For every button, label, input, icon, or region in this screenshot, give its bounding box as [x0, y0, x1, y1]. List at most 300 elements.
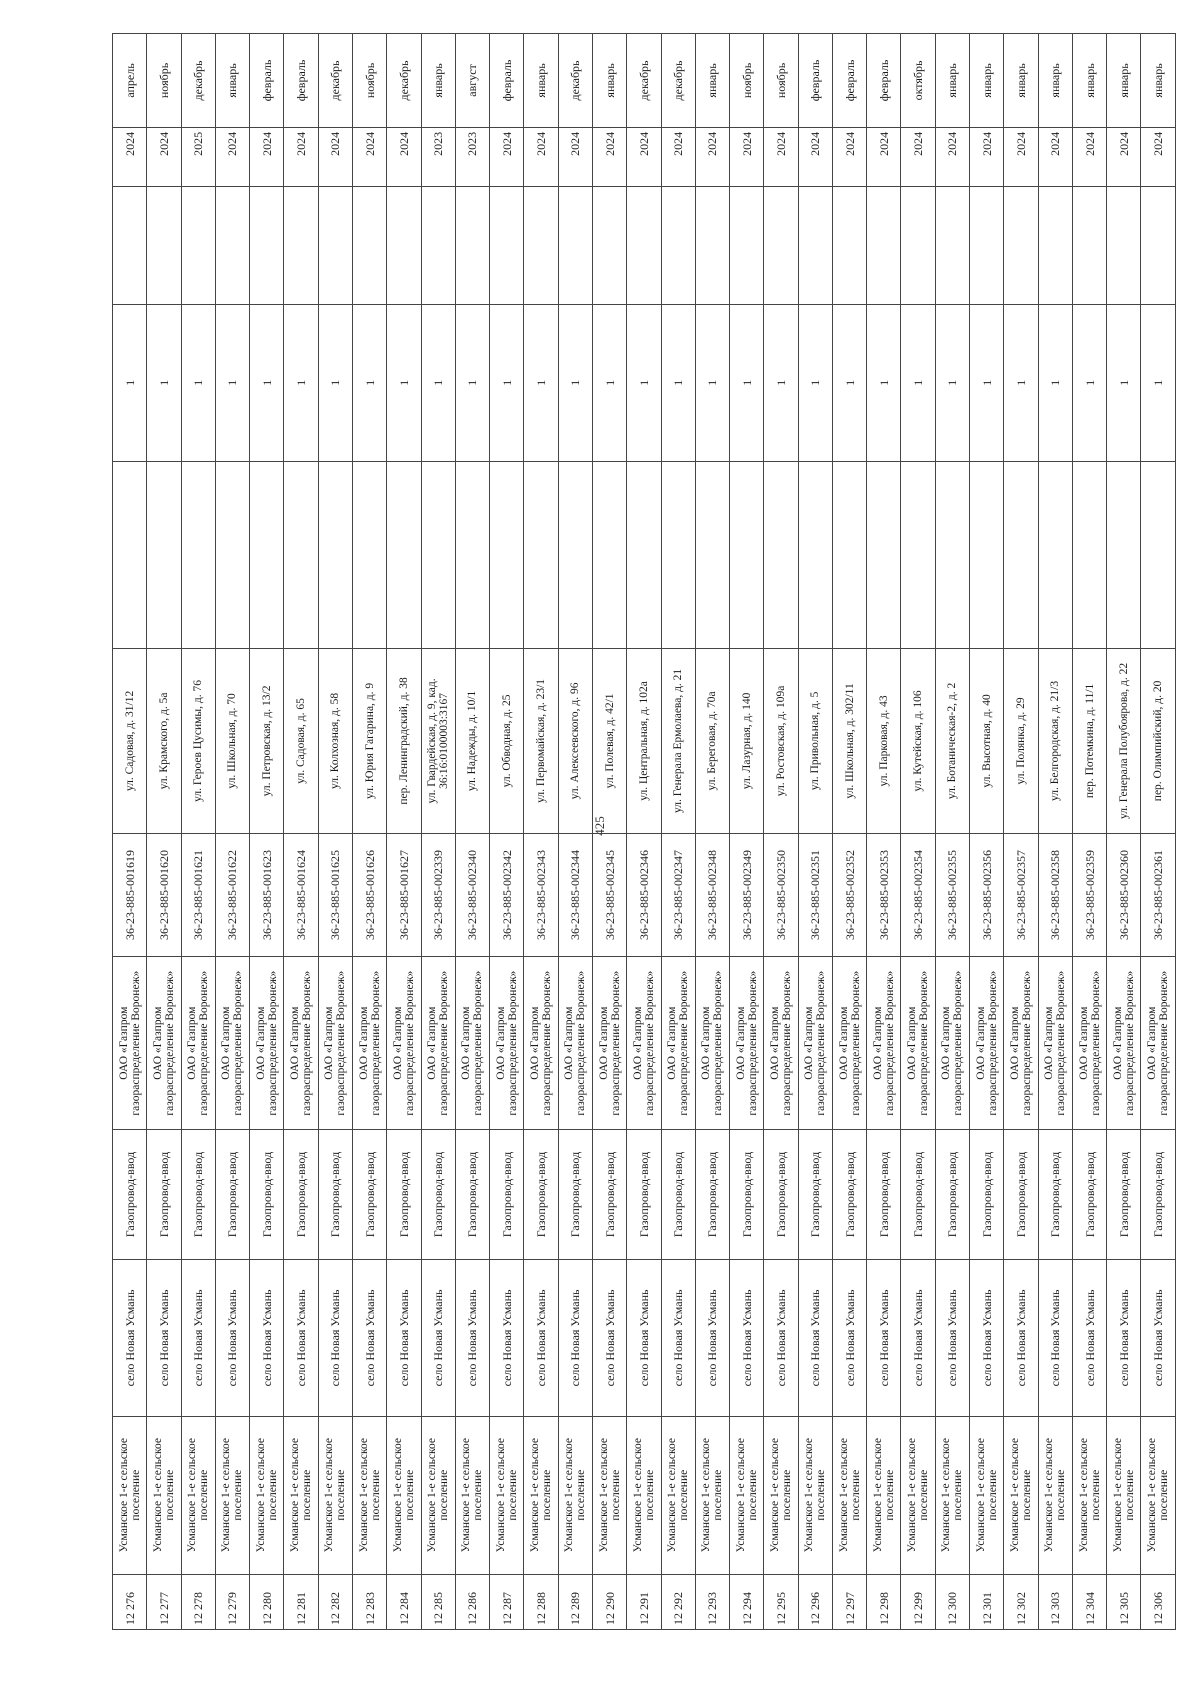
row-number-cell: 12 286 — [455, 1574, 489, 1629]
locality-cell: село Новая Усмань — [421, 1260, 455, 1417]
empty-cell — [1141, 186, 1176, 304]
locality-cell: село Новая Усмань — [284, 1260, 318, 1417]
locality-cell: село Новая Усмань — [661, 1260, 695, 1417]
empty-cell — [832, 461, 866, 649]
month-cell: ноябрь — [764, 34, 798, 128]
table-row — [113, 34, 147, 1630]
quantity-cell: 1 — [284, 304, 318, 461]
empty-cell — [695, 461, 729, 649]
object-type-cell: Газопровод-ввод — [1107, 1130, 1141, 1260]
quantity-cell: 1 — [592, 304, 626, 461]
row-number-cell: 12 296 — [798, 1574, 832, 1629]
empty-cell — [867, 461, 901, 649]
object-type-cell: Газопровод-ввод — [524, 1130, 558, 1260]
empty-cell — [592, 461, 626, 649]
row-number-cell: 12 282 — [318, 1574, 352, 1629]
empty-cell — [798, 461, 832, 649]
table-row — [970, 34, 1004, 1630]
object-code-cell: 36-23-885-001625 — [318, 833, 352, 957]
locality-cell: село Новая Усмань — [524, 1260, 558, 1417]
year-cell: 2024 — [1004, 127, 1038, 186]
empty-cell — [832, 186, 866, 304]
locality-cell: село Новая Усмань — [970, 1260, 1004, 1417]
address-cell: ул. Школьная, д. 302/11 — [832, 649, 866, 833]
organization-cell: ОАО «Газпром газораспределение Воронеж» — [147, 957, 181, 1130]
quantity-cell: 1 — [695, 304, 729, 461]
row-number-cell: 12 305 — [1107, 1574, 1141, 1629]
row-number-cell: 12 278 — [181, 1574, 215, 1629]
table-row — [695, 34, 729, 1630]
quantity-cell: 1 — [455, 304, 489, 461]
row-number-cell: 12 300 — [935, 1574, 969, 1629]
organization-cell: ОАО «Газпром газораспределение Воронеж» — [558, 957, 592, 1130]
year-cell: 2024 — [1038, 127, 1072, 186]
empty-cell — [181, 186, 215, 304]
address-cell: ул. Ростовская, д. 109а — [764, 649, 798, 833]
month-cell: февраль — [490, 34, 524, 128]
object-code-cell: 36-23-885-002350 — [764, 833, 798, 957]
organization-cell: ОАО «Газпром газораспределение Воронеж» — [832, 957, 866, 1130]
locality-cell: село Новая Усмань — [352, 1260, 386, 1417]
quantity-cell: 1 — [147, 304, 181, 461]
locality-cell: село Новая Усмань — [935, 1260, 969, 1417]
table-row — [215, 34, 249, 1630]
organization-cell: ОАО «Газпром газораспределение Воронеж» — [695, 957, 729, 1130]
object-type-cell: Газопровод-ввод — [181, 1130, 215, 1260]
empty-cell — [764, 461, 798, 649]
rotated-table-container — [112, 33, 1176, 1630]
empty-cell — [147, 461, 181, 649]
empty-cell — [250, 186, 284, 304]
quantity-cell: 1 — [113, 304, 147, 461]
object-type-cell: Газопровод-ввод — [1038, 1130, 1072, 1260]
empty-cell — [1072, 186, 1106, 304]
table-row — [558, 34, 592, 1630]
object-type-cell: Газопровод-ввод — [695, 1130, 729, 1260]
settlement-cell: Усманское 1-е сельское поселение — [352, 1416, 386, 1574]
locality-cell: село Новая Усмань — [867, 1260, 901, 1417]
locality-cell: село Новая Усмань — [181, 1260, 215, 1417]
registry-table — [112, 33, 1176, 1630]
settlement-cell: Усманское 1-е сельское поселение — [970, 1416, 1004, 1574]
quantity-cell: 1 — [1004, 304, 1038, 461]
year-cell: 2023 — [421, 127, 455, 186]
quantity-cell: 1 — [490, 304, 524, 461]
empty-cell — [1038, 461, 1072, 649]
address-cell: ул. Алексеевского, д. 96 — [558, 649, 592, 833]
empty-cell — [1038, 186, 1072, 304]
year-cell: 2024 — [798, 127, 832, 186]
object-code-cell: 36-23-885-002360 — [1107, 833, 1141, 957]
organization-cell: ОАО «Газпром газораспределение Воронеж» — [592, 957, 626, 1130]
table-row — [1038, 34, 1072, 1630]
object-code-cell: 36-23-885-002343 — [524, 833, 558, 957]
year-cell: 2024 — [970, 127, 1004, 186]
object-code-cell: 36-23-885-002340 — [455, 833, 489, 957]
empty-cell — [387, 186, 421, 304]
object-code-cell: 36-23-885-002357 — [1004, 833, 1038, 957]
row-number-cell: 12 292 — [661, 1574, 695, 1629]
empty-cell — [421, 186, 455, 304]
object-type-cell: Газопровод-ввод — [867, 1130, 901, 1260]
row-number-cell: 12 302 — [1004, 1574, 1038, 1629]
address-cell: ул. Береговая, д. 70а — [695, 649, 729, 833]
quantity-cell: 1 — [387, 304, 421, 461]
settlement-cell: Усманское 1-е сельское поселение — [421, 1416, 455, 1574]
empty-cell — [901, 186, 935, 304]
settlement-cell: Усманское 1-е сельское поселение — [592, 1416, 626, 1574]
organization-cell: ОАО «Газпром газораспределение Воронеж» — [730, 957, 764, 1130]
object-code-cell: 36-23-885-001624 — [284, 833, 318, 957]
object-code-cell: 36-23-885-001621 — [181, 833, 215, 957]
table-row — [524, 34, 558, 1630]
empty-cell — [147, 186, 181, 304]
locality-cell: село Новая Усмань — [318, 1260, 352, 1417]
object-type-cell: Газопровод-ввод — [387, 1130, 421, 1260]
table-row — [421, 34, 455, 1630]
organization-cell: ОАО «Газпром газораспределение Воронеж» — [387, 957, 421, 1130]
month-cell: январь — [1107, 34, 1141, 128]
organization-cell: ОАО «Газпром газораспределение Воронеж» — [901, 957, 935, 1130]
address-cell: ул. Надежды, д. 10/1 — [455, 649, 489, 833]
month-cell: декабрь — [387, 34, 421, 128]
month-cell: январь — [1004, 34, 1038, 128]
row-number-cell: 12 301 — [970, 1574, 1004, 1629]
quantity-cell: 1 — [215, 304, 249, 461]
year-cell: 2024 — [1072, 127, 1106, 186]
empty-cell — [592, 186, 626, 304]
locality-cell: село Новая Усмань — [764, 1260, 798, 1417]
year-cell: 2024 — [935, 127, 969, 186]
month-cell: декабрь — [661, 34, 695, 128]
empty-cell — [250, 461, 284, 649]
row-number-cell: 12 279 — [215, 1574, 249, 1629]
settlement-cell: Усманское 1-е сельское поселение — [250, 1416, 284, 1574]
address-cell: ул. Высотная, д. 40 — [970, 649, 1004, 833]
object-code-cell: 36-23-885-001620 — [147, 833, 181, 957]
locality-cell: село Новая Усмань — [147, 1260, 181, 1417]
organization-cell: ОАО «Газпром газораспределение Воронеж» — [524, 957, 558, 1130]
empty-cell — [935, 186, 969, 304]
organization-cell: ОАО «Газпром газораспределение Воронеж» — [284, 957, 318, 1130]
month-cell: февраль — [798, 34, 832, 128]
settlement-cell: Усманское 1-е сельское поселение — [147, 1416, 181, 1574]
settlement-cell: Усманское 1-е сельское поселение — [524, 1416, 558, 1574]
object-type-cell: Газопровод-ввод — [798, 1130, 832, 1260]
settlement-cell: Усманское 1-е сельское поселение — [113, 1416, 147, 1574]
year-cell: 2024 — [1107, 127, 1141, 186]
address-cell: пер. Олимпийский, д. 20 — [1141, 649, 1176, 833]
month-cell: январь — [695, 34, 729, 128]
object-type-cell: Газопровод-ввод — [730, 1130, 764, 1260]
row-number-cell: 12 281 — [284, 1574, 318, 1629]
empty-cell — [970, 461, 1004, 649]
object-type-cell: Газопровод-ввод — [764, 1130, 798, 1260]
year-cell: 2024 — [901, 127, 935, 186]
organization-cell: ОАО «Газпром газораспределение Воронеж» — [867, 957, 901, 1130]
year-cell: 2024 — [832, 127, 866, 186]
row-number-cell: 12 277 — [147, 1574, 181, 1629]
empty-cell — [113, 461, 147, 649]
object-type-cell: Газопровод-ввод — [935, 1130, 969, 1260]
empty-cell — [284, 461, 318, 649]
address-cell: ул. Ботаническая-2, д. 2 — [935, 649, 969, 833]
object-code-cell: 36-23-885-002353 — [867, 833, 901, 957]
month-cell: январь — [592, 34, 626, 128]
quantity-cell: 1 — [421, 304, 455, 461]
month-cell: август — [455, 34, 489, 128]
locality-cell: село Новая Усмань — [1038, 1260, 1072, 1417]
settlement-cell: Усманское 1-е сельское поселение — [627, 1416, 661, 1574]
row-number-cell: 12 276 — [113, 1574, 147, 1629]
empty-cell — [798, 186, 832, 304]
month-cell: январь — [1141, 34, 1176, 128]
object-code-cell: 36-23-885-002354 — [901, 833, 935, 957]
organization-cell: ОАО «Газпром газораспределение Воронеж» — [181, 957, 215, 1130]
locality-cell: село Новая Усмань — [1107, 1260, 1141, 1417]
month-cell: январь — [1038, 34, 1072, 128]
table-row — [627, 34, 661, 1630]
address-cell: ул. Героев Цусимы, д. 76 — [181, 649, 215, 833]
table-row — [832, 34, 866, 1630]
quantity-cell: 1 — [352, 304, 386, 461]
organization-cell: ОАО «Газпром газораспределение Воронеж» — [215, 957, 249, 1130]
settlement-cell: Усманское 1-е сельское поселение — [455, 1416, 489, 1574]
year-cell: 2024 — [147, 127, 181, 186]
settlement-cell: Усманское 1-е сельское поселение — [695, 1416, 729, 1574]
year-cell: 2024 — [730, 127, 764, 186]
settlement-cell: Усманское 1-е сельское поселение — [387, 1416, 421, 1574]
table-row — [284, 34, 318, 1630]
address-cell: ул. Генерала Ермолаева, д. 21 — [661, 649, 695, 833]
settlement-cell: Усманское 1-е сельское поселение — [1072, 1416, 1106, 1574]
table-row — [867, 34, 901, 1630]
object-code-cell: 36-23-885-002349 — [730, 833, 764, 957]
quantity-cell: 1 — [867, 304, 901, 461]
year-cell: 2023 — [455, 127, 489, 186]
organization-cell: ОАО «Газпром газораспределение Воронеж» — [1038, 957, 1072, 1130]
month-cell: февраль — [250, 34, 284, 128]
locality-cell: село Новая Усмань — [113, 1260, 147, 1417]
object-code-cell: 36-23-885-001627 — [387, 833, 421, 957]
month-cell: декабрь — [558, 34, 592, 128]
quantity-cell: 1 — [181, 304, 215, 461]
address-cell: ул. Колхозная, д. 58 — [318, 649, 352, 833]
object-type-cell: Газопровод-ввод — [215, 1130, 249, 1260]
row-number-cell: 12 297 — [832, 1574, 866, 1629]
month-cell: январь — [421, 34, 455, 128]
quantity-cell: 1 — [627, 304, 661, 461]
year-cell: 2024 — [867, 127, 901, 186]
row-number-cell: 12 298 — [867, 1574, 901, 1629]
object-type-cell: Газопровод-ввод — [284, 1130, 318, 1260]
settlement-cell: Усманское 1-е сельское поселение — [1038, 1416, 1072, 1574]
month-cell: ноябрь — [147, 34, 181, 128]
settlement-cell: Усманское 1-е сельское поселение — [798, 1416, 832, 1574]
row-number-cell: 12 294 — [730, 1574, 764, 1629]
object-type-cell: Газопровод-ввод — [1141, 1130, 1176, 1260]
object-type-cell: Газопровод-ввод — [1004, 1130, 1038, 1260]
quantity-cell: 1 — [1038, 304, 1072, 461]
month-cell: ноябрь — [730, 34, 764, 128]
quantity-cell: 1 — [935, 304, 969, 461]
row-number-cell: 12 287 — [490, 1574, 524, 1629]
year-cell: 2024 — [695, 127, 729, 186]
settlement-cell: Усманское 1-е сельское поселение — [215, 1416, 249, 1574]
row-number-cell: 12 288 — [524, 1574, 558, 1629]
object-code-cell: 36-23-885-002342 — [490, 833, 524, 957]
object-code-cell: 36-23-885-002361 — [1141, 833, 1176, 957]
empty-cell — [1004, 186, 1038, 304]
row-number-cell: 12 293 — [695, 1574, 729, 1629]
empty-cell — [627, 461, 661, 649]
object-code-cell: 36-23-885-002345 — [592, 833, 626, 957]
settlement-cell: Усманское 1-е сельское поселение — [1107, 1416, 1141, 1574]
year-cell: 2024 — [1141, 127, 1176, 186]
year-cell: 2024 — [661, 127, 695, 186]
table-row — [1072, 34, 1106, 1630]
locality-cell: село Новая Усмань — [250, 1260, 284, 1417]
table-row — [250, 34, 284, 1630]
table-row — [490, 34, 524, 1630]
table-body — [113, 34, 1176, 1630]
month-cell: февраль — [284, 34, 318, 128]
month-cell: февраль — [832, 34, 866, 128]
settlement-cell: Усманское 1-е сельское поселение — [490, 1416, 524, 1574]
row-number-cell: 12 295 — [764, 1574, 798, 1629]
empty-cell — [1141, 461, 1176, 649]
object-type-cell: Газопровод-ввод — [113, 1130, 147, 1260]
row-number-cell: 12 304 — [1072, 1574, 1106, 1629]
locality-cell: село Новая Усмань — [627, 1260, 661, 1417]
year-cell: 2024 — [764, 127, 798, 186]
table-row — [764, 34, 798, 1630]
object-code-cell: 36-23-885-001619 — [113, 833, 147, 957]
table-row — [318, 34, 352, 1630]
empty-cell — [661, 461, 695, 649]
address-cell: ул. Первомайская, д. 23/1 — [524, 649, 558, 833]
object-type-cell: Газопровод-ввод — [832, 1130, 866, 1260]
empty-cell — [387, 461, 421, 649]
settlement-cell: Усманское 1-е сельское поселение — [661, 1416, 695, 1574]
month-cell: январь — [935, 34, 969, 128]
row-number-cell: 12 291 — [627, 1574, 661, 1629]
month-cell: декабрь — [181, 34, 215, 128]
year-cell: 2024 — [352, 127, 386, 186]
quantity-cell: 1 — [970, 304, 1004, 461]
row-number-cell: 12 306 — [1141, 1574, 1176, 1629]
address-cell: ул. Гвардейская, д. 9, кад. 36:16:0100003:3167 — [421, 649, 455, 833]
object-code-cell: 36-23-885-002346 — [627, 833, 661, 957]
month-cell: январь — [215, 34, 249, 128]
quantity-cell: 1 — [901, 304, 935, 461]
settlement-cell: Усманское 1-е сельское поселение — [901, 1416, 935, 1574]
object-type-cell: Газопровод-ввод — [490, 1130, 524, 1260]
locality-cell: село Новая Усмань — [901, 1260, 935, 1417]
row-number-cell: 12 289 — [558, 1574, 592, 1629]
quantity-cell: 1 — [764, 304, 798, 461]
object-code-cell: 36-23-885-001623 — [250, 833, 284, 957]
organization-cell: ОАО «Газпром газораспределение Воронеж» — [627, 957, 661, 1130]
quantity-cell: 1 — [250, 304, 284, 461]
year-cell: 2024 — [215, 127, 249, 186]
row-number-cell: 12 284 — [387, 1574, 421, 1629]
quantity-cell: 1 — [730, 304, 764, 461]
quantity-cell: 1 — [524, 304, 558, 461]
empty-cell — [867, 186, 901, 304]
settlement-cell: Усманское 1-е сельское поселение — [1004, 1416, 1038, 1574]
object-type-cell: Газопровод-ввод — [250, 1130, 284, 1260]
object-type-cell: Газопровод-ввод — [627, 1130, 661, 1260]
address-cell: ул. Садовая, д. 31/12 — [113, 649, 147, 833]
empty-cell — [558, 461, 592, 649]
object-code-cell: 36-23-885-002356 — [970, 833, 1004, 957]
empty-cell — [558, 186, 592, 304]
address-cell: ул. Лазурная, д. 140 — [730, 649, 764, 833]
organization-cell: ОАО «Газпром газораспределение Воронеж» — [421, 957, 455, 1130]
quantity-cell: 1 — [661, 304, 695, 461]
address-cell: ул. Петровская, д. 13/2 — [250, 649, 284, 833]
table-row — [387, 34, 421, 1630]
locality-cell: село Новая Усмань — [387, 1260, 421, 1417]
address-cell: ул. Генерала Полубоярова, д. 22 — [1107, 649, 1141, 833]
object-type-cell: Газопровод-ввод — [558, 1130, 592, 1260]
row-number-cell: 12 303 — [1038, 1574, 1072, 1629]
settlement-cell: Усманское 1-е сельское поселение — [181, 1416, 215, 1574]
year-cell: 2024 — [318, 127, 352, 186]
table-row — [661, 34, 695, 1630]
object-code-cell: 36-23-885-002347 — [661, 833, 695, 957]
year-cell: 2024 — [250, 127, 284, 186]
month-cell: февраль — [867, 34, 901, 128]
quantity-cell: 1 — [1141, 304, 1176, 461]
quantity-cell: 1 — [832, 304, 866, 461]
empty-cell — [215, 461, 249, 649]
quantity-cell: 1 — [1072, 304, 1106, 461]
month-cell: январь — [524, 34, 558, 128]
locality-cell: село Новая Усмань — [455, 1260, 489, 1417]
organization-cell: ОАО «Газпром газораспределение Воронеж» — [764, 957, 798, 1130]
address-cell: ул. Полянка, д. 29 — [1004, 649, 1038, 833]
address-cell: ул. Центральная, д. 102а — [627, 649, 661, 833]
quantity-cell: 1 — [318, 304, 352, 461]
empty-cell — [764, 186, 798, 304]
settlement-cell: Усманское 1-е сельское поселение — [867, 1416, 901, 1574]
address-cell: ул. Обводная, д. 25 — [490, 649, 524, 833]
organization-cell: ОАО «Газпром газораспределение Воронеж» — [455, 957, 489, 1130]
year-cell: 2025 — [181, 127, 215, 186]
address-cell: ул. Садовая, д. 65 — [284, 649, 318, 833]
settlement-cell: Усманское 1-е сельское поселение — [730, 1416, 764, 1574]
organization-cell: ОАО «Газпром газораспределение Воронеж» — [1004, 957, 1038, 1130]
organization-cell: ОАО «Газпром газораспределение Воронеж» — [490, 957, 524, 1130]
locality-cell: село Новая Усмань — [798, 1260, 832, 1417]
address-cell: ул. Кутейская, д. 106 — [901, 649, 935, 833]
year-cell: 2024 — [627, 127, 661, 186]
settlement-cell: Усманское 1-е сельское поселение — [764, 1416, 798, 1574]
month-cell: ноябрь — [352, 34, 386, 128]
month-cell: декабрь — [627, 34, 661, 128]
quantity-cell: 1 — [558, 304, 592, 461]
empty-cell — [627, 186, 661, 304]
empty-cell — [318, 461, 352, 649]
row-number-cell: 12 283 — [352, 1574, 386, 1629]
object-code-cell: 36-23-885-001626 — [352, 833, 386, 957]
organization-cell: ОАО «Газпром газораспределение Воронеж» — [318, 957, 352, 1130]
organization-cell: ОАО «Газпром газораспределение Воронеж» — [661, 957, 695, 1130]
empty-cell — [284, 186, 318, 304]
address-cell: ул. Крамского, д. 5а — [147, 649, 181, 833]
